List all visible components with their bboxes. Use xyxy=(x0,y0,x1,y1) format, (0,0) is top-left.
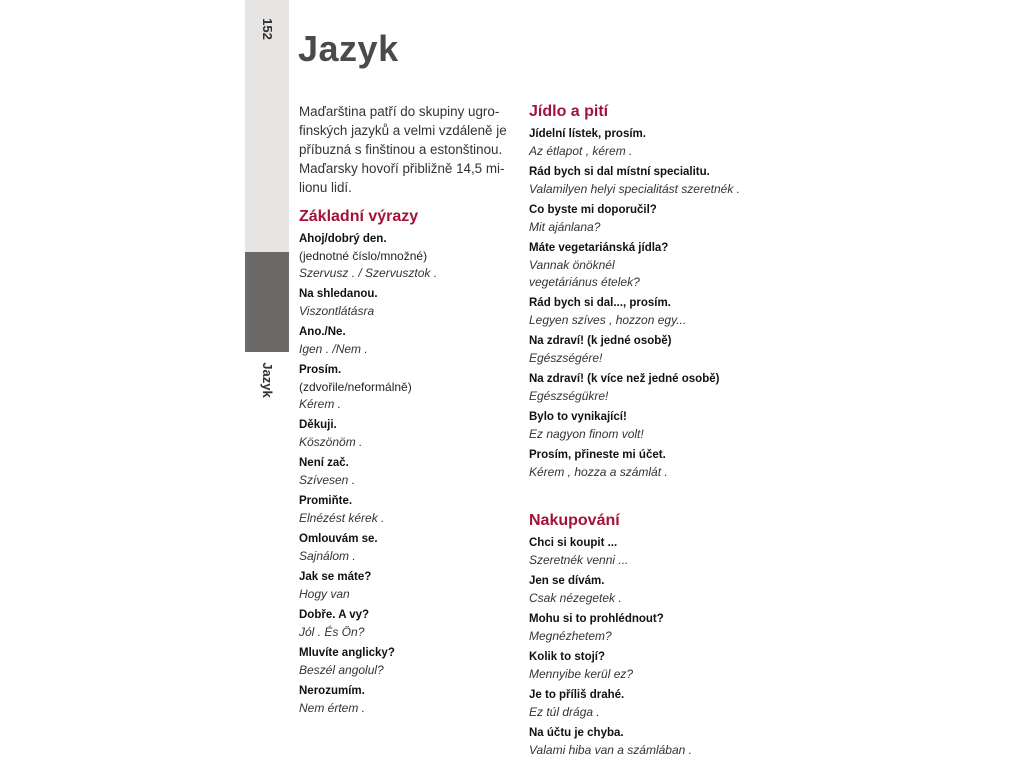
translation-text: Kérem . xyxy=(299,397,342,411)
phrase-text: Na zdraví! (k jedné osobě) xyxy=(529,335,672,347)
phrase-text: Děkuji. xyxy=(299,419,337,431)
phrase-text: Jak se máte? xyxy=(299,571,372,583)
translation-text: Az étlapot , kérem . xyxy=(529,144,633,158)
phrase-entry xyxy=(529,202,769,236)
translation-text: Valamilyen helyi specialitást szeretnék . xyxy=(529,182,740,196)
translation-text: Csak nézegetek . xyxy=(529,591,622,605)
phrase-text: Co byste mi doporučil? xyxy=(529,204,657,216)
translation-text: Szívesen . xyxy=(299,473,356,487)
translation-text: Hogy van xyxy=(299,587,350,601)
basic-list xyxy=(299,231,517,717)
food-list xyxy=(529,126,769,481)
shopping-list xyxy=(529,535,769,759)
side-label: Jazyk xyxy=(260,362,276,398)
translation-text: Köszönöm . xyxy=(299,435,363,449)
translation-text: Jól . És Ön? xyxy=(299,625,365,639)
phrase-entry xyxy=(529,371,769,405)
phrase-entry xyxy=(299,231,517,282)
phrase-text: Je to příliš drahé. xyxy=(529,689,625,701)
phrase-text: Jen se dívám. xyxy=(529,575,605,587)
phrase-entry xyxy=(529,164,769,198)
left-column xyxy=(299,102,517,721)
intro-paragraph: Maďarština patří do skupiny ugrofinských jazyků a velmi vzdáleně je příbuzná s finštinou a estonštinou. Maďarsky hovoří přibližně 14,5 milionu lidí. xyxy=(299,104,507,195)
phrase-text: Chci si koupit ... xyxy=(529,537,618,549)
translation-text: Vannak önöknél xyxy=(529,258,615,272)
translation-text: Igen . /Nem . xyxy=(299,342,368,356)
phrase-text: Není zač. xyxy=(299,457,349,469)
phrase-text: Nerozumím. xyxy=(299,685,365,697)
translation-text: Kérem , hozza a számlát . xyxy=(529,465,668,479)
phrase-entry xyxy=(299,569,517,603)
phrase-entry xyxy=(529,611,769,645)
phrase-text: Dobře. A vy? xyxy=(299,609,370,621)
translation-text: Viszontlátásra xyxy=(299,304,375,318)
translation-text: Szervusz . / Szervusztok . xyxy=(299,266,438,280)
section-title-basic: Základní výrazy xyxy=(299,208,419,225)
phrase-text: Promiňte. xyxy=(299,495,353,507)
phrase-text: Máte vegetariánská jídla? xyxy=(529,242,669,254)
phrase-note: (jednotné číslo/množné) xyxy=(299,249,428,263)
phrase-text: Rád bych si dal místní specialitu. xyxy=(529,166,710,178)
phrase-entry xyxy=(299,362,517,413)
phrase-text: Na shledanou. xyxy=(299,288,378,300)
phrase-entry xyxy=(529,687,769,721)
phrase-text: Ano./Ne. xyxy=(299,326,346,338)
phrase-text: Jídelní lístek, prosím. xyxy=(529,128,646,140)
translation-text: Egészségükre! xyxy=(529,389,609,403)
phrase-entry xyxy=(299,324,517,358)
translation-text: Ez túl drága . xyxy=(529,705,600,719)
phrase-text: Rád bych si dal..., prosím. xyxy=(529,297,671,309)
phrase-entry xyxy=(529,649,769,683)
phrase-entry xyxy=(529,409,769,443)
page-number: 152 xyxy=(260,18,276,40)
translation-text: Mennyibe kerül ez? xyxy=(529,667,634,681)
translation-text: Egészségére! xyxy=(529,351,603,365)
phrase-text: Mluvíte anglicky? xyxy=(299,647,395,659)
phrase-entry xyxy=(299,417,517,451)
side-band-dark xyxy=(245,252,289,352)
phrase-text: Prosím. xyxy=(299,364,342,376)
phrase-text: Mohu si to prohlédnout? xyxy=(529,613,664,625)
phrase-text: Na účtu je chyba. xyxy=(529,727,624,739)
right-column xyxy=(529,102,769,763)
phrase-text: Ahoj/dobrý den. xyxy=(299,233,387,245)
phrase-entry xyxy=(529,240,769,291)
phrase-entry xyxy=(529,447,769,481)
translation-text: vegetáriánus ételek? xyxy=(529,275,640,289)
translation-text: Ez nagyon finom volt! xyxy=(529,427,644,441)
phrase-entry xyxy=(529,126,769,160)
phrase-entry xyxy=(299,493,517,527)
translation-text: Nem értem . xyxy=(299,701,366,715)
phrase-entry xyxy=(299,531,517,565)
phrase-entry xyxy=(529,295,769,329)
translation-text: Megnézhetem? xyxy=(529,629,612,643)
phrase-text: Omlouvám se. xyxy=(299,533,378,545)
phrase-entry xyxy=(299,683,517,717)
phrase-text: Kolik to stojí? xyxy=(529,651,606,663)
section-title-shopping: Nakupování xyxy=(529,512,620,529)
phrase-text: Prosím, přineste mi účet. xyxy=(529,449,666,461)
translation-text: Szeretnék venni ... xyxy=(529,553,629,567)
section-title-food: Jídlo a pití xyxy=(529,103,609,120)
phrase-entry xyxy=(529,573,769,607)
translation-text: Valami hiba van a számlában . xyxy=(529,743,692,757)
phrase-entry xyxy=(529,725,769,759)
translation-text: Sajnálom . xyxy=(299,549,356,563)
phrase-entry xyxy=(299,607,517,641)
phrase-entry xyxy=(529,535,769,569)
translation-text: Legyen szíves , hozzon egy... xyxy=(529,313,687,327)
phrase-note: (zdvořile/neformálně) xyxy=(299,380,412,394)
translation-text: Mit ajánlana? xyxy=(529,220,601,234)
phrase-entry xyxy=(299,645,517,679)
phrase-entry xyxy=(529,333,769,367)
page-title: Jazyk xyxy=(298,28,399,69)
translation-text: Beszél angolul? xyxy=(299,663,384,677)
phrase-entry xyxy=(299,286,517,320)
phrase-text: Bylo to vynikající! xyxy=(529,411,627,423)
translation-text: Elnézést kérek . xyxy=(299,511,385,525)
phrase-text: Na zdraví! (k více než jedné osobě) xyxy=(529,373,720,385)
phrase-entry xyxy=(299,455,517,489)
